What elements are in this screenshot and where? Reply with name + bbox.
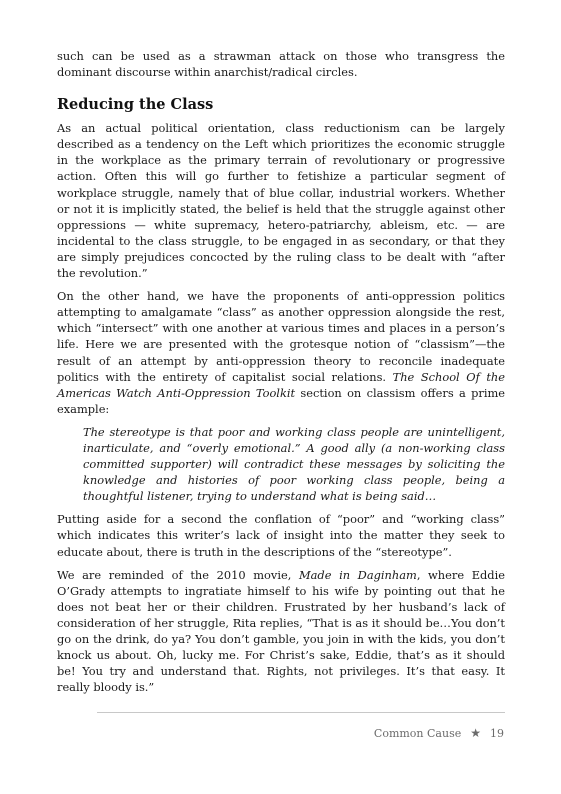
body-paragraph: Putting aside for a second the conflation of “poor” and “working class” which indicates this writer’s lack of insight into the matter they seek to educate about, there is truth in the descriptions of the “stereotype”. bbox=[57, 512, 505, 559]
body-paragraph: As an actual political orientation, class reductionism can be largely described as a tendency on the Left which prioritizes the economic struggle in the workplace as the primary terrain of revolutionary or progressive action. Often this will go further to fetishize a particular segment of workplace struggle, namely that of blue collar, industrial workers. Whether or not it is implicitly stated, the belief is held that the struggle against other oppressions — white supremacy, hetero-patriarchy, ableism, etc. — are incidental to the class struggle, to be engaged in as secondary, or that they are simply prejudices concocted by the ruling class to be dealt with “after the revolution.” bbox=[57, 121, 505, 281]
page-footer bbox=[374, 726, 504, 740]
paragraph-text: We are reminded of the 2010 movie, bbox=[57, 567, 299, 582]
work-title: The School Of the Americas Watch Anti-Oppression Toolkit bbox=[57, 369, 505, 400]
body-paragraph bbox=[57, 567, 505, 696]
paragraph-text: On the other hand, we have the proponents of anti-oppression politics attempting to amalgamate “class” as another oppression alongside the rest, which “intersect” with one another at various times and places in a person’s life. Here we are presented with the grotesque notion of “classism”—the result of an attempt by anti-oppression theory to reconcile inadequate politics with the entirety of capitalist social relations. bbox=[57, 289, 505, 384]
publication-name: Common Cause bbox=[373, 727, 462, 740]
section-heading: Reducing the Class bbox=[57, 96, 214, 114]
star-icon: ★ bbox=[470, 726, 481, 740]
block-quote: The stereotype is that poor and working class people are unintelligent, inarticulate, and “overly emotional.” A good ally (a non-working class committed supporter) will contradict these messages by soliciting the knowledge and histories of poor working class people, being a thoughtful listener, trying to understand what is being said… bbox=[83, 424, 505, 504]
body-paragraph bbox=[57, 288, 505, 417]
movie-title: Made in Daginham bbox=[298, 567, 417, 582]
page-number: 19 bbox=[490, 727, 504, 740]
paragraph-text: section on classism offers a prime example: bbox=[57, 385, 506, 416]
page-content bbox=[57, 48, 505, 702]
intro-paragraph: such can be used as a strawman attack on those who transgress the dominant discourse within anarchist/radical circles. bbox=[57, 49, 505, 80]
paragraph-text: , where Eddie O’Grady attempts to ingratiate himself to his wife by pointing out that he does not beat her or their children. Frustrated by her husband’s lack of consideration of her struggle, Rita replies, “That is as it should be…You don’t go on the drink, do ya? You don’t gamble, you join in with the kids, you don’t knock us about. Oh, lucky me. For Christ’s sake, Eddie, that’s as it should be! You try and understand that. Rights, not privileges. It’s that easy. It really bloody is.” bbox=[57, 567, 505, 695]
footer-divider bbox=[97, 712, 505, 713]
